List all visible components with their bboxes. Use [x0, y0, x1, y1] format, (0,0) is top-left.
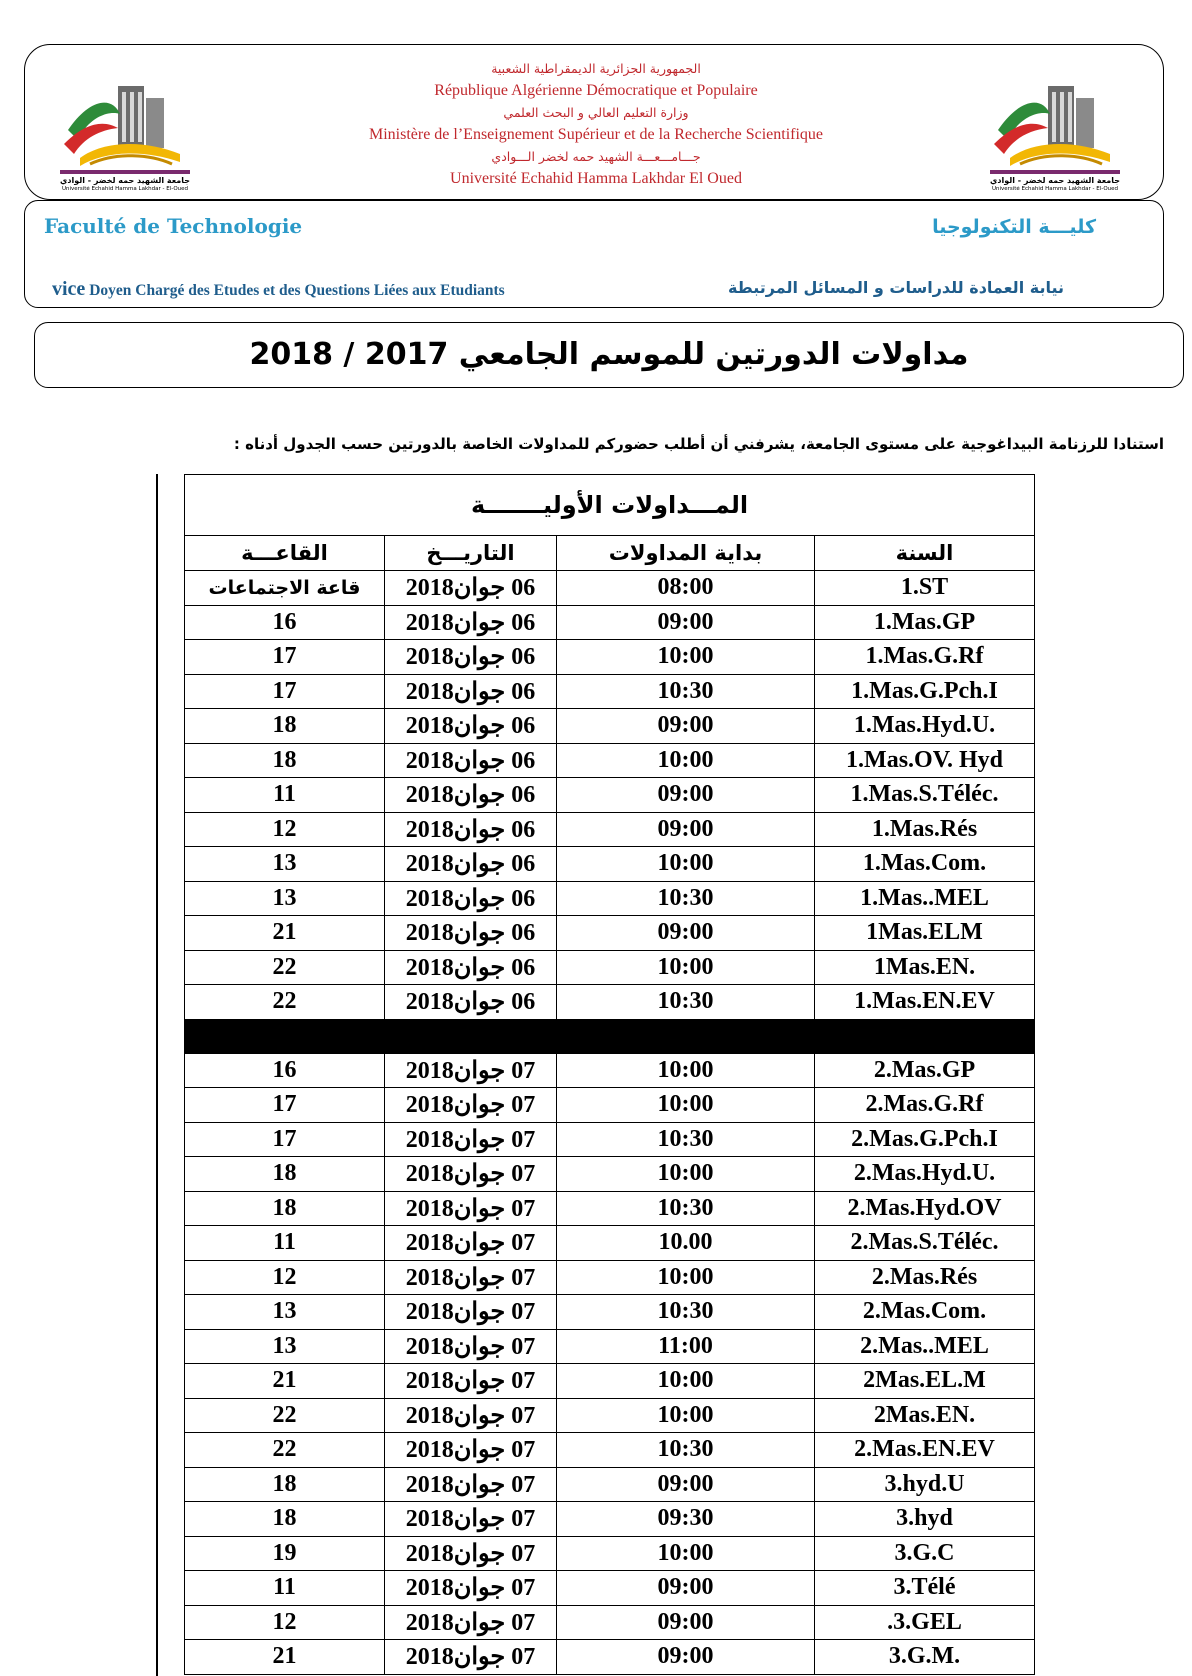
cell-room: 12 — [185, 812, 385, 847]
table-row — [185, 1053, 1035, 1088]
cell-year: 3.G.C — [815, 1536, 1035, 1571]
cell-date: 06 جوان2018 — [385, 881, 557, 916]
cell-date: 06 جوان2018 — [385, 674, 557, 709]
cell-start-time: 09:30 — [557, 1502, 815, 1537]
cell-start-time: 10:30 — [557, 985, 815, 1020]
cell-room: 18 — [185, 1502, 385, 1537]
cell-start-time: 10:00 — [557, 950, 815, 985]
column-header-date: التاريـــخ — [385, 536, 557, 571]
cell-date: 07 جوان2018 — [385, 1226, 557, 1261]
cell-year: 1Mas.EN. — [815, 950, 1035, 985]
cell-start-time: 09:00 — [557, 709, 815, 744]
cell-date: 07 جوان2018 — [385, 1157, 557, 1192]
cell-start-time: 10.00 — [557, 1226, 815, 1261]
cell-room: 17 — [185, 1122, 385, 1157]
cell-year: 2.Mas.Rés — [815, 1260, 1035, 1295]
cell-date: 06 جوان2018 — [385, 985, 557, 1020]
cell-date: 07 جوان2018 — [385, 1433, 557, 1468]
cell-start-time: 09:00 — [557, 778, 815, 813]
table-section-title: المـــداولات الأوليـــــــة — [185, 475, 1035, 536]
vice-dean-fr-text: Doyen Chargé des Etudes et des Questions Liées aux Etudiants — [89, 282, 505, 299]
header-line-ministry-ar: وزارة التعليم العالي و البحث العلمي — [503, 105, 689, 120]
cell-start-time: 10:30 — [557, 881, 815, 916]
table-row — [185, 1122, 1035, 1157]
cell-room: 11 — [185, 1571, 385, 1606]
logo-caption-fr: Université Echahid Hamma Lakhdar - El-Oued — [61, 186, 189, 192]
column-header-start: بداية المداولات — [557, 536, 815, 571]
table-row — [185, 1502, 1035, 1537]
table-row — [185, 812, 1035, 847]
cell-year: 1Mas.ELM — [815, 916, 1035, 951]
table-row — [185, 1191, 1035, 1226]
table-row — [185, 1364, 1035, 1399]
cell-year: 2.Mas.EN.EV — [815, 1433, 1035, 1468]
cell-date: 07 جوان2018 — [385, 1122, 557, 1157]
university-logo-right — [990, 78, 1120, 190]
cell-start-time: 09:00 — [557, 605, 815, 640]
cell-year: 1.ST — [815, 571, 1035, 606]
table-row — [185, 1398, 1035, 1433]
cell-date: 06 جوان2018 — [385, 950, 557, 985]
table-row — [185, 916, 1035, 951]
cell-room: 11 — [185, 778, 385, 813]
cell-year: 2.Mas.G.Pch.I — [815, 1122, 1035, 1157]
vice-word: vice — [52, 278, 86, 300]
table-row — [185, 1571, 1035, 1606]
cell-date: 06 جوان2018 — [385, 812, 557, 847]
logo-caption-ar: جامعة الشهيد حمه لخضر - الوادي — [990, 176, 1120, 185]
table-row — [185, 1088, 1035, 1123]
cell-date: 07 جوان2018 — [385, 1502, 557, 1537]
cell-year: 2Mas.EL.M — [815, 1364, 1035, 1399]
table-separator-row — [185, 1019, 1035, 1053]
cell-room: 18 — [185, 1467, 385, 1502]
table-row — [185, 950, 1035, 985]
vice-dean-ar: نيابة العمادة للدراسات و المسائل المرتبطة — [727, 278, 1064, 297]
cell-start-time: 10:00 — [557, 1260, 815, 1295]
cell-start-time: 11:00 — [557, 1329, 815, 1364]
cell-year: .3.GEL — [815, 1605, 1035, 1640]
cell-date: 07 جوان2018 — [385, 1398, 557, 1433]
table-row — [185, 1536, 1035, 1571]
cell-room: 21 — [185, 916, 385, 951]
cell-year: 1.Mas.Com. — [815, 847, 1035, 882]
cell-year: 1.Mas.G.Pch.I — [815, 674, 1035, 709]
cell-start-time: 10:00 — [557, 847, 815, 882]
cell-date: 06 جوان2018 — [385, 640, 557, 675]
cell-room: 18 — [185, 1191, 385, 1226]
cell-date: 07 جوان2018 — [385, 1329, 557, 1364]
cell-year: 2Mas.EN. — [815, 1398, 1035, 1433]
cell-start-time: 10:00 — [557, 1364, 815, 1399]
cell-start-time: 09:00 — [557, 1467, 815, 1502]
page-title: مداولات الدورتين للموسم الجامعي 2017 / 2018 — [249, 337, 969, 372]
cell-date: 06 جوان2018 — [385, 847, 557, 882]
cell-room: 22 — [185, 1433, 385, 1468]
cell-start-time: 10:00 — [557, 1536, 815, 1571]
intro-text: استنادا للرزنامة البيداغوجية على مستوى الجامعة، يشرفني أن أطلب حضوركم للمداولات الخاصة بالدورتين حسب الجدول أدناه : — [233, 435, 1164, 453]
cell-start-time: 09:00 — [557, 916, 815, 951]
table-row — [185, 1433, 1035, 1468]
table-row — [185, 1640, 1035, 1675]
cell-date: 07 جوان2018 — [385, 1295, 557, 1330]
cell-room: 17 — [185, 640, 385, 675]
cell-date: 06 جوان2018 — [385, 743, 557, 778]
cell-room: 16 — [185, 1053, 385, 1088]
cell-start-time: 10:30 — [557, 674, 815, 709]
table-row — [185, 1467, 1035, 1502]
cell-start-time: 09:00 — [557, 812, 815, 847]
cell-room: 21 — [185, 1640, 385, 1675]
cell-year: 1.Mas..MEL — [815, 881, 1035, 916]
header-line-university-fr: Université Echahid Hamma Lakhdar El Oued — [450, 170, 742, 187]
cell-date: 06 جوان2018 — [385, 709, 557, 744]
university-emblem-icon — [990, 78, 1120, 176]
table-row — [185, 881, 1035, 916]
logo-caption-fr: Université Echahid Hamma Lakhdar - El-Oued — [991, 186, 1119, 192]
table-row — [185, 743, 1035, 778]
cell-room: قاعة الاجتماعات — [185, 571, 385, 606]
cell-room: 13 — [185, 847, 385, 882]
cell-start-time: 09:00 — [557, 1605, 815, 1640]
cell-room: 22 — [185, 985, 385, 1020]
cell-date: 07 جوان2018 — [385, 1260, 557, 1295]
cell-date: 07 جوان2018 — [385, 1053, 557, 1088]
cell-room: 17 — [185, 674, 385, 709]
faculty-name-fr: Faculté de Technologie — [44, 214, 303, 238]
header-line-republic-fr: République Algérienne Démocratique et Populaire — [434, 82, 758, 99]
table-row — [185, 985, 1035, 1020]
cell-start-time: 10:00 — [557, 743, 815, 778]
cell-year: 2.Mas.Hyd.OV — [815, 1191, 1035, 1226]
table-row — [185, 709, 1035, 744]
table-row — [185, 847, 1035, 882]
cell-year: 1.Mas.S.Téléc. — [815, 778, 1035, 813]
table-row — [185, 605, 1035, 640]
cell-year: 2.Mas.Hyd.U. — [815, 1157, 1035, 1192]
cell-room: 17 — [185, 1088, 385, 1123]
cell-start-time: 09:00 — [557, 1571, 815, 1606]
margin-line — [156, 474, 158, 1676]
cell-start-time: 09:00 — [557, 1640, 815, 1675]
table-row — [185, 674, 1035, 709]
cell-room: 12 — [185, 1260, 385, 1295]
cell-year: 1.Mas.G.Rf — [815, 640, 1035, 675]
column-header-year: السنة — [815, 536, 1035, 571]
header-line-university-ar: جـــامـــعـــة الشهيد حمه لخضر الـــوادي — [491, 149, 701, 164]
cell-year: 1.Mas.Hyd.U. — [815, 709, 1035, 744]
cell-date: 06 جوان2018 — [385, 571, 557, 606]
separator-cell — [557, 1019, 815, 1053]
cell-year: 2.Mas.GP — [815, 1053, 1035, 1088]
cell-year: 2.Mas.G.Rf — [815, 1088, 1035, 1123]
cell-date: 07 جوان2018 — [385, 1605, 557, 1640]
university-logo-left — [60, 78, 190, 190]
table-section-title-row — [185, 475, 1035, 536]
separator-cell — [385, 1019, 557, 1053]
table-row — [185, 1605, 1035, 1640]
cell-room: 13 — [185, 1295, 385, 1330]
table-row — [185, 1226, 1035, 1261]
cell-year: 2.Mas..MEL — [815, 1329, 1035, 1364]
table-row — [185, 1157, 1035, 1192]
cell-year: 3.G.M. — [815, 1640, 1035, 1675]
cell-room: 18 — [185, 743, 385, 778]
deliberations-table — [184, 474, 1035, 1675]
cell-date: 07 جوان2018 — [385, 1536, 557, 1571]
cell-year: 2.Mas.S.Téléc. — [815, 1226, 1035, 1261]
cell-room: 22 — [185, 1398, 385, 1433]
table-row — [185, 1260, 1035, 1295]
cell-start-time: 10:00 — [557, 1053, 815, 1088]
table-row — [185, 1295, 1035, 1330]
university-emblem-icon — [60, 78, 190, 176]
cell-year: 1.Mas.GP — [815, 605, 1035, 640]
cell-date: 07 جوان2018 — [385, 1364, 557, 1399]
cell-room: 22 — [185, 950, 385, 985]
cell-date: 07 جوان2018 — [385, 1571, 557, 1606]
header-line-republic-ar: الجمهورية الجزائرية الديمقراطية الشعبية — [491, 61, 701, 76]
cell-year: 1.Mas.EN.EV — [815, 985, 1035, 1020]
cell-room: 12 — [185, 1605, 385, 1640]
cell-start-time: 10:30 — [557, 1122, 815, 1157]
header-line-ministry-fr: Ministère de l’Enseignement Supérieur et de la Recherche Scientifique — [368, 126, 824, 143]
cell-start-time: 10:30 — [557, 1191, 815, 1226]
cell-year: 3.Télé — [815, 1571, 1035, 1606]
cell-room: 21 — [185, 1364, 385, 1399]
table-header-row — [185, 536, 1035, 571]
separator-cell — [815, 1019, 1035, 1053]
cell-year: 1.Mas.Rés — [815, 812, 1035, 847]
cell-room: 16 — [185, 605, 385, 640]
faculty-name-ar: كليـــة التكنولوجيا — [932, 216, 1096, 238]
cell-year: 3.hyd.U — [815, 1467, 1035, 1502]
table-row — [185, 640, 1035, 675]
cell-date: 07 جوان2018 — [385, 1467, 557, 1502]
cell-date: 07 جوان2018 — [385, 1191, 557, 1226]
cell-year: 2.Mas.Com. — [815, 1295, 1035, 1330]
cell-start-time: 10:00 — [557, 1398, 815, 1433]
logo-caption-ar: جامعة الشهيد حمه لخضر - الوادي — [60, 176, 190, 185]
cell-room: 18 — [185, 1157, 385, 1192]
cell-date: 06 جوان2018 — [385, 605, 557, 640]
cell-date: 06 جوان2018 — [385, 916, 557, 951]
vice-dean-fr — [52, 278, 505, 301]
cell-start-time: 10:30 — [557, 1295, 815, 1330]
table-row — [185, 571, 1035, 606]
cell-year: 3.hyd — [815, 1502, 1035, 1537]
cell-date: 06 جوان2018 — [385, 778, 557, 813]
cell-start-time: 10:30 — [557, 1433, 815, 1468]
cell-room: 11 — [185, 1226, 385, 1261]
cell-room: 19 — [185, 1536, 385, 1571]
cell-date: 07 جوان2018 — [385, 1088, 557, 1123]
cell-room: 13 — [185, 1329, 385, 1364]
cell-room: 13 — [185, 881, 385, 916]
cell-start-time: 10:00 — [557, 1088, 815, 1123]
table-row — [185, 778, 1035, 813]
cell-year: 1.Mas.OV. Hyd — [815, 743, 1035, 778]
cell-start-time: 10:00 — [557, 640, 815, 675]
institution-header — [300, 58, 892, 190]
table-row — [185, 1329, 1035, 1364]
cell-start-time: 08:00 — [557, 571, 815, 606]
column-header-room: القاعـــة — [185, 536, 385, 571]
cell-room: 18 — [185, 709, 385, 744]
separator-cell — [185, 1019, 385, 1053]
cell-date: 07 جوان2018 — [385, 1640, 557, 1675]
cell-start-time: 10:00 — [557, 1157, 815, 1192]
